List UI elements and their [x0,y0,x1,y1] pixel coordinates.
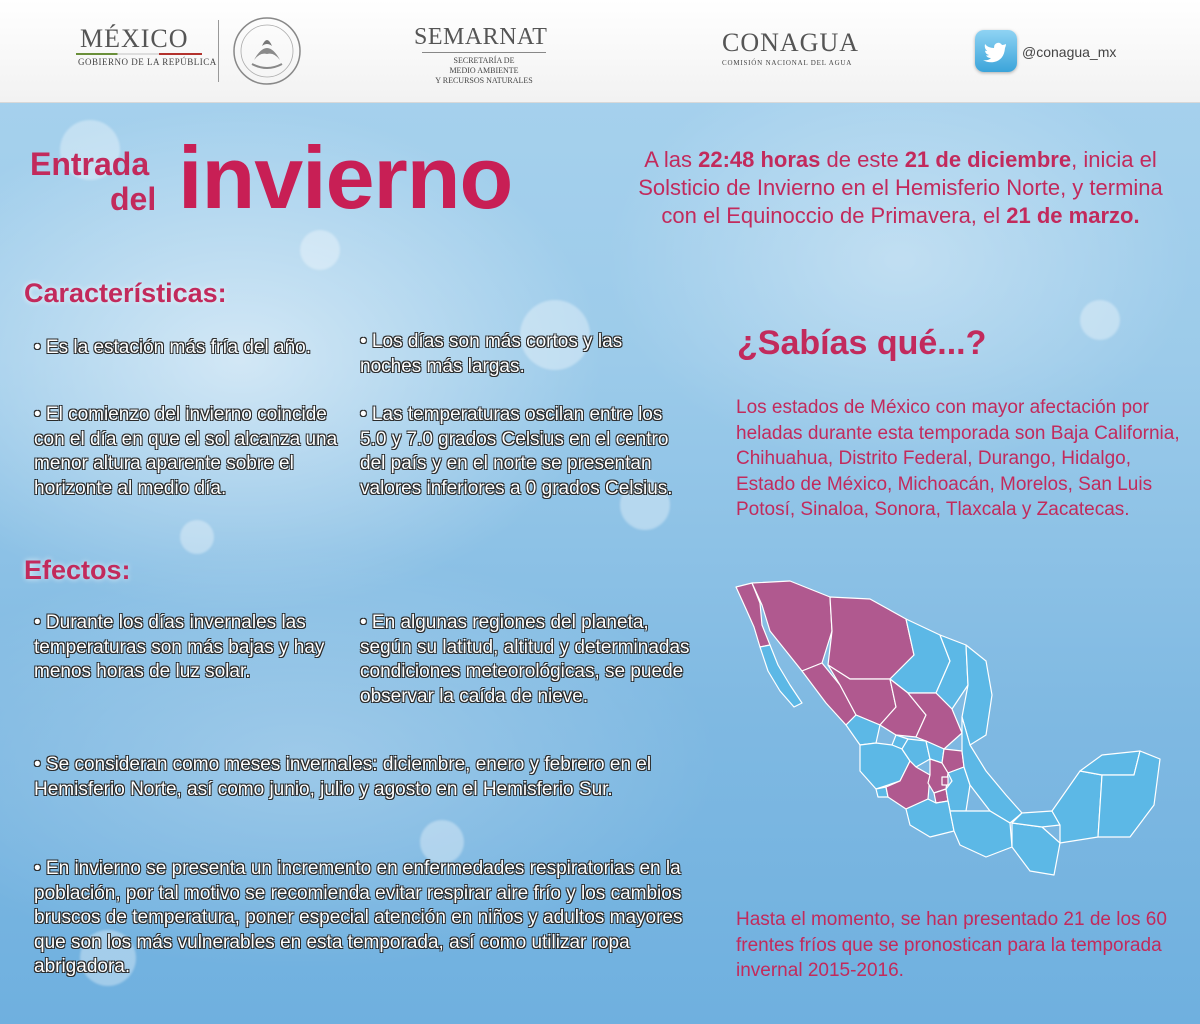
list-item: • Las temperaturas oscilan entre los 5.0 y 7.0 grados Celsius en el centro del país y en el norte se presentan valores inferiores a 0 grados Celsius. [360,404,673,499]
page-title: invierno [178,128,513,227]
map-state-chiapas [1012,823,1060,875]
efectos-heading: Efectos: [24,555,131,585]
header-bar [0,0,1200,103]
sabias-paragraph: Los estados de México con mayor afectación por heladas durante esta temporada son Baja California, Chihuahua, Distrito Federal, Durango, Hidalgo, Estado de México, Michoacán, Morelos, San Luis Potosí, Sinaloa, Sonora, Tlaxcala y Zacatecas. [736,397,1180,520]
list-item: • Los días son más cortos y las noches más largas. [360,331,623,377]
list-item: • El comienzo del invierno coincide con el día en que el sol alcanza una menor altura aparente sobre el horizonte al medio día. [34,404,338,499]
semarnat-logo-rule [422,52,546,53]
header-divider [218,20,219,82]
intro-date-start: 21 de diciembre [904,147,1072,172]
sabias-heading: ¿Sabías qué...? [737,324,987,362]
conagua-logo-subtitle: COMISIÓN NACIONAL DEL AGUA [722,59,853,67]
caracteristicas-heading: Características: [24,278,227,308]
semarnat-subtitle-line: SECRETARÍA DE [453,56,515,65]
map-state-distrito-federal [942,777,948,785]
intro-text: A las [644,147,699,172]
list-item: • Durante los días invernales las temperaturas son más bajas y hay menos horas de luz solar. [34,612,325,682]
list-item: • Es la estación más fría del año. [34,337,312,358]
bokeh-decoration [1080,300,1120,340]
list-item: • En algunas regiones del planeta, según su latitud, altitud y determinadas condiciones meteorológicas, se puede observar la caída de nieve. [360,612,690,707]
list-item: • Se consideran como meses invernales: diciembre, enero y febrero en el Hemisferio Norte, así como junio, julio y agosto en el Hemisferio Sur. [34,754,652,800]
map-state-tamaulipas [962,645,992,745]
intro-time: 22:48 horas [698,147,821,172]
intro-text: , inicia el Solsticio de Invierno en el Hemisferio Norte, y termina con el Equinoccio de Primavera, el [638,147,1163,228]
map-state-chihuahua [828,597,914,679]
map-state-campeche [1052,771,1102,843]
frentes-frios-paragraph: Hasta el momento, se han presentado 21 de los 60 frentes fríos que se pronostican para la temporada invernal 2015-2016. [736,909,1167,981]
mexico-logo-title: MÉXICO [80,24,189,53]
title-entrada: Entrada [30,146,150,182]
semarnat-subtitle-line: Y RECURSOS NATURALES [435,76,533,85]
conagua-logo-title: CONAGUA [722,28,859,57]
mexico-frost-map [730,575,1180,895]
twitter-bird-icon[interactable] [975,30,1017,72]
intro-paragraph [628,146,1173,230]
bokeh-decoration [180,520,214,554]
intro-date-end: 21 de marzo. [1006,203,1140,228]
mexican-coat-of-arms-icon [232,16,302,86]
title-del: del [110,181,157,217]
semarnat-logo-title: SEMARNAT [414,24,548,50]
list-item: • En invierno se presenta un incremento en enfermedades respiratorias en la población, por tal motivo se recomienda evitar respirar aire frío y los cambios bruscos de temperatura, poner especial atención en niños y adultos mayores que son los más vulnerables en esta temporada, así como utilizar ropa abrigadora. [34,858,683,977]
twitter-handle[interactable]: @conagua_mx [1022,44,1117,60]
semarnat-logo-subtitle [400,56,568,86]
mexico-logo-subtitle: GOBIERNO DE LA REPÚBLICA [78,57,217,67]
semarnat-subtitle-line: MEDIO AMBIENTE [449,66,519,75]
intro-text: de este [820,147,905,172]
bokeh-decoration [300,230,340,270]
map-state-yucatan [1080,751,1140,775]
mexico-logo-rule [76,53,202,55]
